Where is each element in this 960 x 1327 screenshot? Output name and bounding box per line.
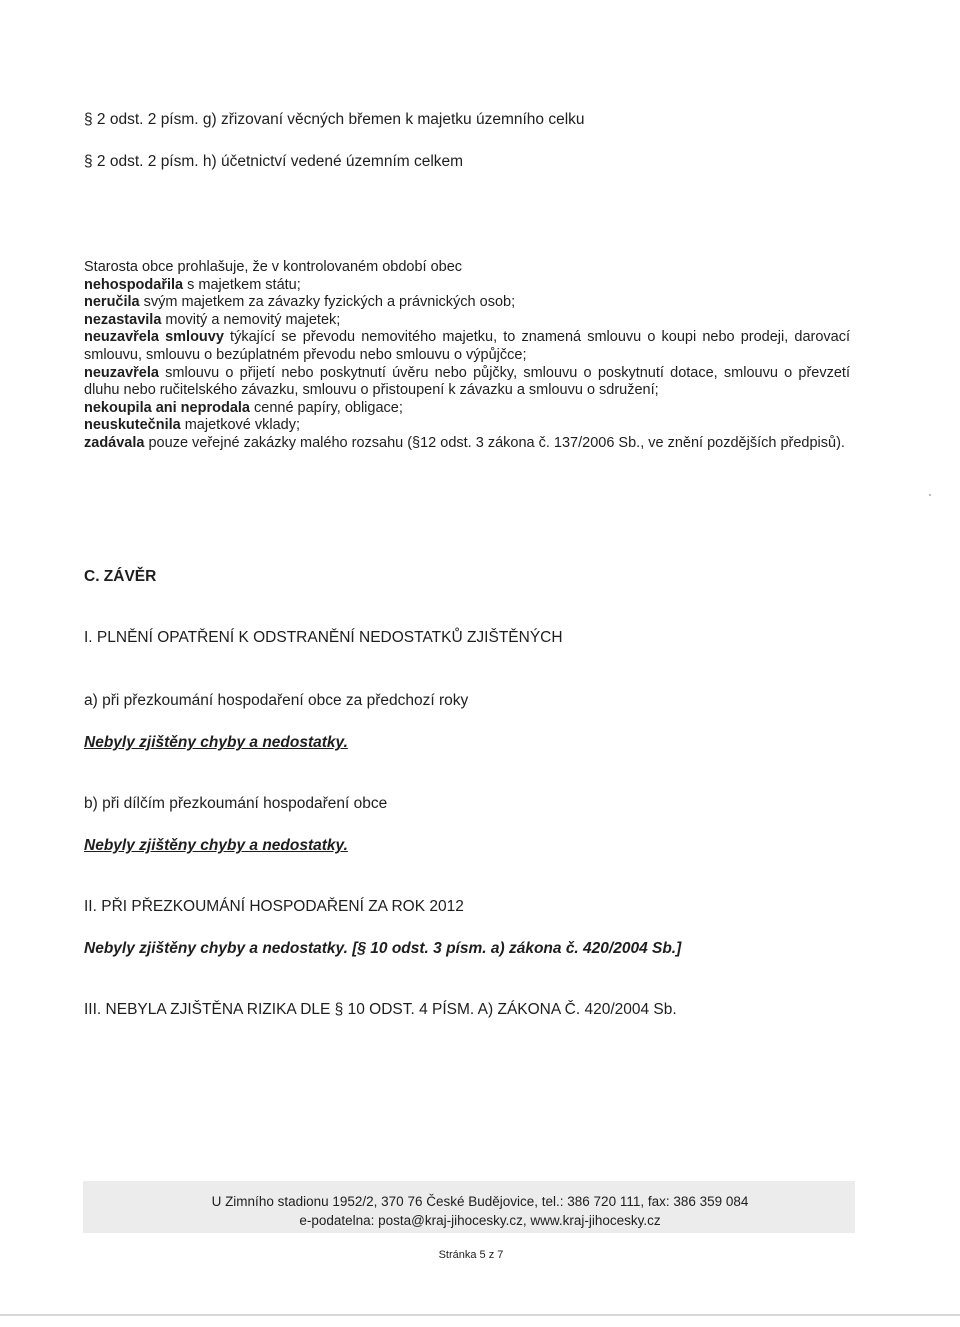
footer-contact: e-podatelna: posta@kraj-jihocesky.cz, www.kraj-jihocesky.cz xyxy=(299,1213,661,1228)
statement-item-text: týkající se převodu nemovitého majetku, to znamená smlouvu o koupi nebo prodeji, darovací smlouvu, smlouvu o bezúplatném převodu nebo smlouvu o výpůjčce; xyxy=(84,329,850,363)
statement-item-text: s majetkem státu; xyxy=(183,276,301,293)
statement-item-bold: neuskutečnila xyxy=(84,417,181,434)
statement-item-bold: neuzavřela smlouvy xyxy=(84,329,224,346)
statement-item xyxy=(84,400,850,418)
page-number: Stránka 5 z 7 xyxy=(438,1249,504,1261)
footer-address: U Zimního stadionu 1952/2, 370 76 České Budějovice, tel.: 386 720 111, fax: 386 359 084 xyxy=(211,1194,749,1209)
section-3-title: III. NEBYLA ZJIŠTĚNA RIZIKA DLE § 10 ODST. 4 PÍSM. A) ZÁKONA Č. 420/2004 Sb. xyxy=(84,1001,677,1018)
statement-item-bold: nekoupila ani neprodala xyxy=(84,399,250,416)
statement-item xyxy=(84,294,850,312)
statement-intro: Starosta obce prohlašuje, že v kontrolovaném období obec xyxy=(84,259,463,275)
statement-item-bold: nezastavila xyxy=(84,311,162,328)
statement-item xyxy=(84,435,850,453)
statement-item xyxy=(84,417,850,435)
statement-item xyxy=(84,329,850,364)
section-2-result: Nebyly zjištěny chyby a nedostatky. [§ 10 odst. 3 písm. a) zákona č. 420/2004 Sb.] xyxy=(84,940,682,957)
subsection-b-title: b) při dílčím přezkoumání hospodaření obce xyxy=(84,795,388,812)
scan-speck xyxy=(929,494,931,496)
statement-item-text: smlouvu o přijetí nebo poskytnutí úvěru nebo půjčky, smlouvu o poskytnutí dotace, smlouvu o převzetí dluhu nebo ručitelského závazku, smlouvu o přistoupení k závazku a smlouvu o sdružení; xyxy=(84,364,850,399)
mayor-statement xyxy=(84,259,850,453)
section-2-title: II. PŘI PŘEZKOUMÁNÍ HOSPODAŘENÍ ZA ROK 2012 xyxy=(84,898,464,915)
section-1-title: I. PLNĚNÍ OPATŘENÍ K ODSTRANĚNÍ NEDOSTATKŮ ZJIŠTĚNÝCH xyxy=(84,629,563,646)
statement-item-bold: neručila xyxy=(84,294,140,311)
scan-edge-line xyxy=(0,1314,960,1316)
statement-item-bold: nehospodařila xyxy=(84,276,184,293)
paragraph-reference-h: § 2 odst. 2 písm. h) účetnictví vedené územním celkem xyxy=(84,153,464,170)
statement-item-text: svým majetkem za závazky fyzických a právnických osob; xyxy=(139,294,516,311)
statement-item xyxy=(84,365,850,400)
statement-item-bold: neuzavřela xyxy=(84,364,159,381)
statement-item-text: movitý a nemovitý majetek; xyxy=(161,311,341,328)
paragraph-reference-g: § 2 odst. 2 písm. g) zřizovaní věcných břemen k majetku územního celku xyxy=(84,111,585,128)
subsection-a-result: Nebyly zjištěny chyby a nedostatky. xyxy=(84,734,348,751)
statement-item xyxy=(84,312,850,330)
conclusion-title: C. ZÁVĚR xyxy=(84,568,157,585)
statement-item-bold: zadávala xyxy=(84,434,145,451)
subsection-b-result: Nebyly zjištěny chyby a nedostatky. xyxy=(84,837,348,854)
statement-item-text: majetkové vklady; xyxy=(180,417,300,434)
statement-item xyxy=(84,277,850,295)
statement-item-text: pouze veřejné zakázky malého rozsahu (§12 odst. 3 zákona č. 137/2006 Sb., ve znění pozdějších předpisů). xyxy=(144,434,845,451)
statement-item-text: cenné papíry, obligace; xyxy=(249,399,403,416)
subsection-a-title: a) při přezkoumání hospodaření obce za předchozí roky xyxy=(84,692,469,709)
